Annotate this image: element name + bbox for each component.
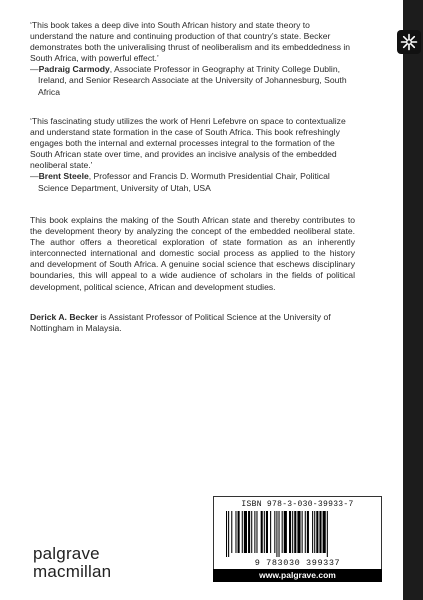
barcode-bar — [302, 511, 303, 553]
barcode-bar — [231, 511, 232, 553]
barcode-bar — [294, 511, 296, 553]
author-bio — [30, 312, 355, 334]
endorsement-attribution — [30, 171, 355, 193]
barcode-bar — [238, 511, 240, 553]
endorser-name: Padraig Carmody — [38, 64, 110, 75]
endorser-name: Brent Steele — [38, 171, 89, 182]
barcode-bar — [323, 511, 326, 553]
palgrave-star-logo-icon — [397, 30, 421, 54]
barcode-bar — [292, 511, 293, 553]
endorser-affiliation: , Professor and Francis D. Wormuth Presidential Chair, Political Science Department, University of Utah, USA — [38, 171, 330, 193]
barcode-bar — [264, 511, 265, 553]
barcode-bar — [228, 511, 229, 557]
publisher-website: www.palgrave.com — [213, 569, 382, 582]
publisher-logo-line1: palgrave — [33, 544, 100, 563]
barcode-bar — [274, 511, 275, 553]
barcode-bar — [297, 511, 300, 553]
endorsement-attribution — [30, 64, 355, 97]
barcode-bar — [327, 511, 328, 557]
barcode-bar — [248, 511, 250, 553]
barcode-bar — [226, 511, 227, 557]
barcode-bar — [307, 511, 309, 553]
barcode-bar — [266, 511, 268, 553]
book-description: This book explains the making of the South African state and thereby contributes to the development theory by analyzing the concept of the embedded neoliberal state. The author offers a theoretical exploration of state formation as an inherently interconnected international and domestic social process as applied to the history and development of South Africa. A genuine social science that eschews disciplinary boundaries, this will appeal to a wide audience of scholars in the fields of political development, political science, African and development studies. — [30, 215, 355, 292]
isbn-digits: 9 783030 399337 — [254, 558, 341, 568]
isbn-barcode — [213, 496, 382, 570]
barcode-bar — [282, 511, 283, 553]
barcode-bars — [226, 511, 369, 557]
barcode-bar — [242, 511, 243, 553]
barcode-bar — [251, 511, 252, 553]
barcode-bar — [312, 511, 313, 553]
barcode-bar — [279, 511, 280, 557]
barcode-bar — [254, 511, 255, 553]
barcode-bar — [314, 511, 315, 553]
barcode-bar — [319, 511, 321, 553]
barcode-bar — [284, 511, 287, 553]
publisher-logo — [33, 545, 111, 581]
author-bio-text: is Assistant Professor of Political Science at the University of Nottingham in Malaysia. — [30, 312, 331, 334]
barcode-bar — [270, 511, 271, 553]
em-dash: — — [30, 64, 39, 75]
barcode-bar — [289, 511, 291, 553]
isbn-label: ISBN 978-3-030-39933-7 — [241, 500, 354, 509]
barcode-bar — [256, 511, 257, 553]
barcode-bar — [276, 511, 277, 557]
barcode-bar — [244, 511, 247, 553]
barcode-bar — [235, 511, 236, 553]
publisher-logo-line2: macmillan — [33, 562, 112, 581]
endorsement-carmody — [30, 20, 355, 98]
barcode-bar — [316, 511, 318, 553]
endorsement-quote: ‘This book takes a deep dive into South African history and state theory to understand the nature and continuing production of that country’s state. Becker demonstrates both the univeralising thrust of neoliberalism and its embeddedness in South Africa, with powerful effect.’ — [30, 20, 351, 64]
endorsement-quote: ‘This fascinating study utilizes the work of Henri Lefebvre on space to contextualize and understand state formation in the case of South Africa. This book refreshingly engages both the internal and external processes integral to the formation of the South African state over time, and provides an incisive analysis of the embedded neoliberal state.’ — [30, 116, 346, 171]
endorser-affiliation: , Associate Professor in Geography at Trinity College Dublin, Ireland, and Senior Research Associate at the University of Johannesburg, South Africa — [38, 64, 347, 97]
barcode-bar — [305, 511, 306, 553]
barcode-bar — [261, 511, 263, 553]
author-name: Derick A. Becker — [30, 312, 98, 322]
em-dash: — — [30, 171, 39, 182]
spine — [403, 0, 423, 600]
endorsement-steele — [30, 116, 355, 194]
